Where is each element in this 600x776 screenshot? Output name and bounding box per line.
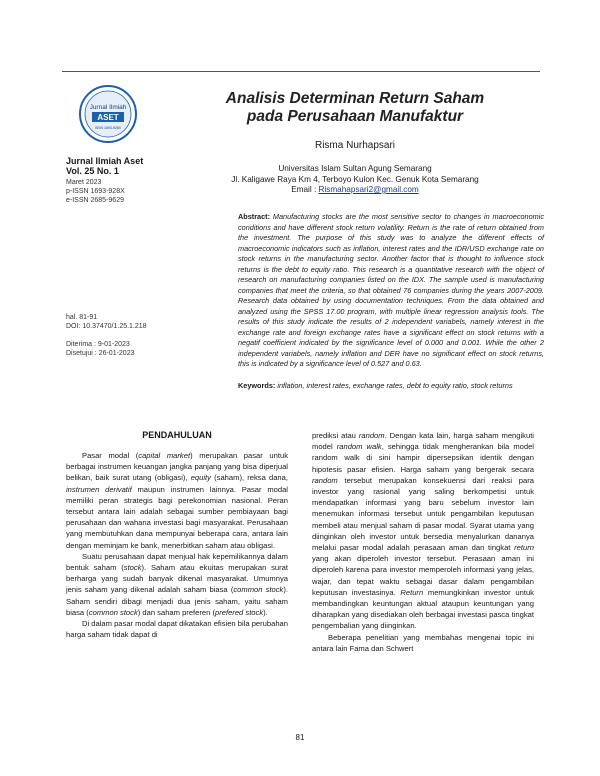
article-dates [66,340,211,358]
logo-issn: ISSN 1693-928X [94,126,122,130]
body-column-left [66,430,288,640]
paragraph: Beberapa penelitian yang membahas mengenai topic ini antara lain Fama dan Schwert [312,632,534,653]
article-pages-doi [66,313,211,331]
paragraph: Pasar modal (capital market) merupakan pasar untuk berbagai instrumen keuangan jangka panjang yang bisa diperjual belikan, baik surat utang (obligasi), equity (saham), reksa dana, instrumen derivatif maupun instrumen lainnya. Pasar modal memiliki peran strategis bagi perekonomian nasional. Peran tersebut antara lain adalah sebagai sumber pembiayaan bagi perusahaan dan wahana investasi bagi masyarakat. Perusahaan yang membutuhkan dana mempunyai beberapa cara, antara lain dengan meminjam ke bank, menerbitkan saham atau obligasi. [66,451,288,550]
logo-text-1: Jurnal Ilmiah [89,104,127,111]
title-line-1: Analisis Determinan Return Saham [225,90,485,107]
page-number: 81 [295,733,305,742]
article-doi: DOI: 10.37470/1.25.1.218 [66,323,147,330]
article-title [205,90,505,126]
received-date: Diterima : 9-01-2023 [66,341,130,348]
journal-eissn: e-ISSN 2685-9629 [66,197,124,204]
keywords [238,381,544,391]
affiliation-line-1: Universitas Islam Sultan Agung Semarang [278,164,432,173]
title-line-2: pada Perusahaan Manufaktur [246,108,464,125]
keywords-label: Keywords: [238,381,276,390]
paragraph: Di dalam pasar modal dapat dikatakan efisien bila perubahan harga saham tidak dapat di [66,619,289,640]
top-rule [62,71,540,72]
section-heading: PENDAHULUAN [142,430,212,440]
logo-text-2: ASET [97,113,119,122]
accepted-date: Disetujui : 26-01-2023 [66,350,135,357]
keywords-text: inflation, interest rates, exchange rates, debt to equity ratio, stock returns [277,381,513,390]
journal-date: Maret 2023 [66,179,102,186]
abstract-text: Manufacturing stocks are the most sensitive sector to changes in macroeconomic conditions and have different stock return volatility. Return is the rate of return obtained from the investment. The purpose of this study was to analyze the different effects of macroeconomic indicators such as inflation, interest rates and the IDR/USD exchange rate on stock returns in the manufacturing sector. Another factor that is thought to influence stock returns is the debt to equity ratio. This research is a quantitative research with the object of research on manufacturing companies listed on the IDX. The sample used is manufacturing companies that meet the criteria, so that obtained 76 companies during the years 2007-2009. Research data obtained by using documentation techniques. From the data obtained and analyzed using the SPSS 17.00 program, with multiple linear regression analysis tools. The results of this study indicate the results of 2 independent variabels, namely interest in the exchange rate and foreign exchange rates have a significant effect on stock returns with a negatif coefficient indicated by the significance level of 0.000 and 0.001. While the other 2 independent variabels, namely inflation and DER have no significant effect on stock returns, this is indicated by a significance level of 0.527 and 0.63. [238,212,544,368]
journal-pissn: p-ISSN 1693-928X [66,188,125,195]
affiliation-line-2: Jl. Kaligawe Raya Km 4, Terboyo Kulon Kec. Genuk Kota Semarang [231,174,479,184]
email-label: Email : [291,185,317,194]
paragraph: Suatu perusahaan dapat menjual hak kepemilikannya dalam bentuk saham (stock). Saham atau ekuitas merupakan surat berharga yang sudah banyak dikenal masyarakat. Umumnya jenis saham yang dikenal adalah saham biasa (common stock). Saham sendiri dibagi menjadi dua jenis saham, yaitu saham biasa (common stock) dan saham preferen (prefered stock). [66,551,288,617]
article-pages: hal. 81-91 [66,314,98,321]
journal-meta [66,156,211,205]
paragraph: prediksi atau random. Dengan kata lain, harga saham mengikuti model random walk, sehingga tidak mengherankan bila model random walk di sini hampir dipersepsikan identik dengan hipotesis pasar efisien. Harga saham yang bergerak secara random tersebut merupakan konsekuensi dari reaksi para investor yang rasional yang saling berkompetisi untuk mendapatkan informasi yang baru sebelum investor lain menemukan informasi tersebut untuk pengambilan keputusan membeli atau menjual saham di pasar modal. Syarat utama yang diinginkan oleh investor untuk bersedia menyalurkan dananya melalui pasar modal adalah perasaan aman dan tingkat return yang akan diperoleh investor tersebut. Perasaan aman ini diperoleh karena para investor memperoleh informasi yang jelas, wajar, dan tepat waktu sebagai dasar dalam pengambilan keputusan investasinya. Return memungkinkan investor untuk membandingkan keuntungan aktual ataupun keuntungan yang diharapkan yang disediakan oleh berbagai investasi pasca tingkat pengembalian yang diinginkan. [312,431,534,631]
abstract-label: Abstract: [238,212,271,221]
email-link[interactable]: Rismahapsari2@gmail.com [318,185,419,194]
body-column-right [312,430,534,654]
author-name: Risma Nurhapsari [314,140,396,151]
affiliation [205,164,505,196]
journal-name: Jurnal Ilmiah Aset [66,156,144,166]
abstract [238,212,544,370]
journal-volume: Vol. 25 No. 1 [66,166,119,176]
journal-logo [78,84,138,144]
